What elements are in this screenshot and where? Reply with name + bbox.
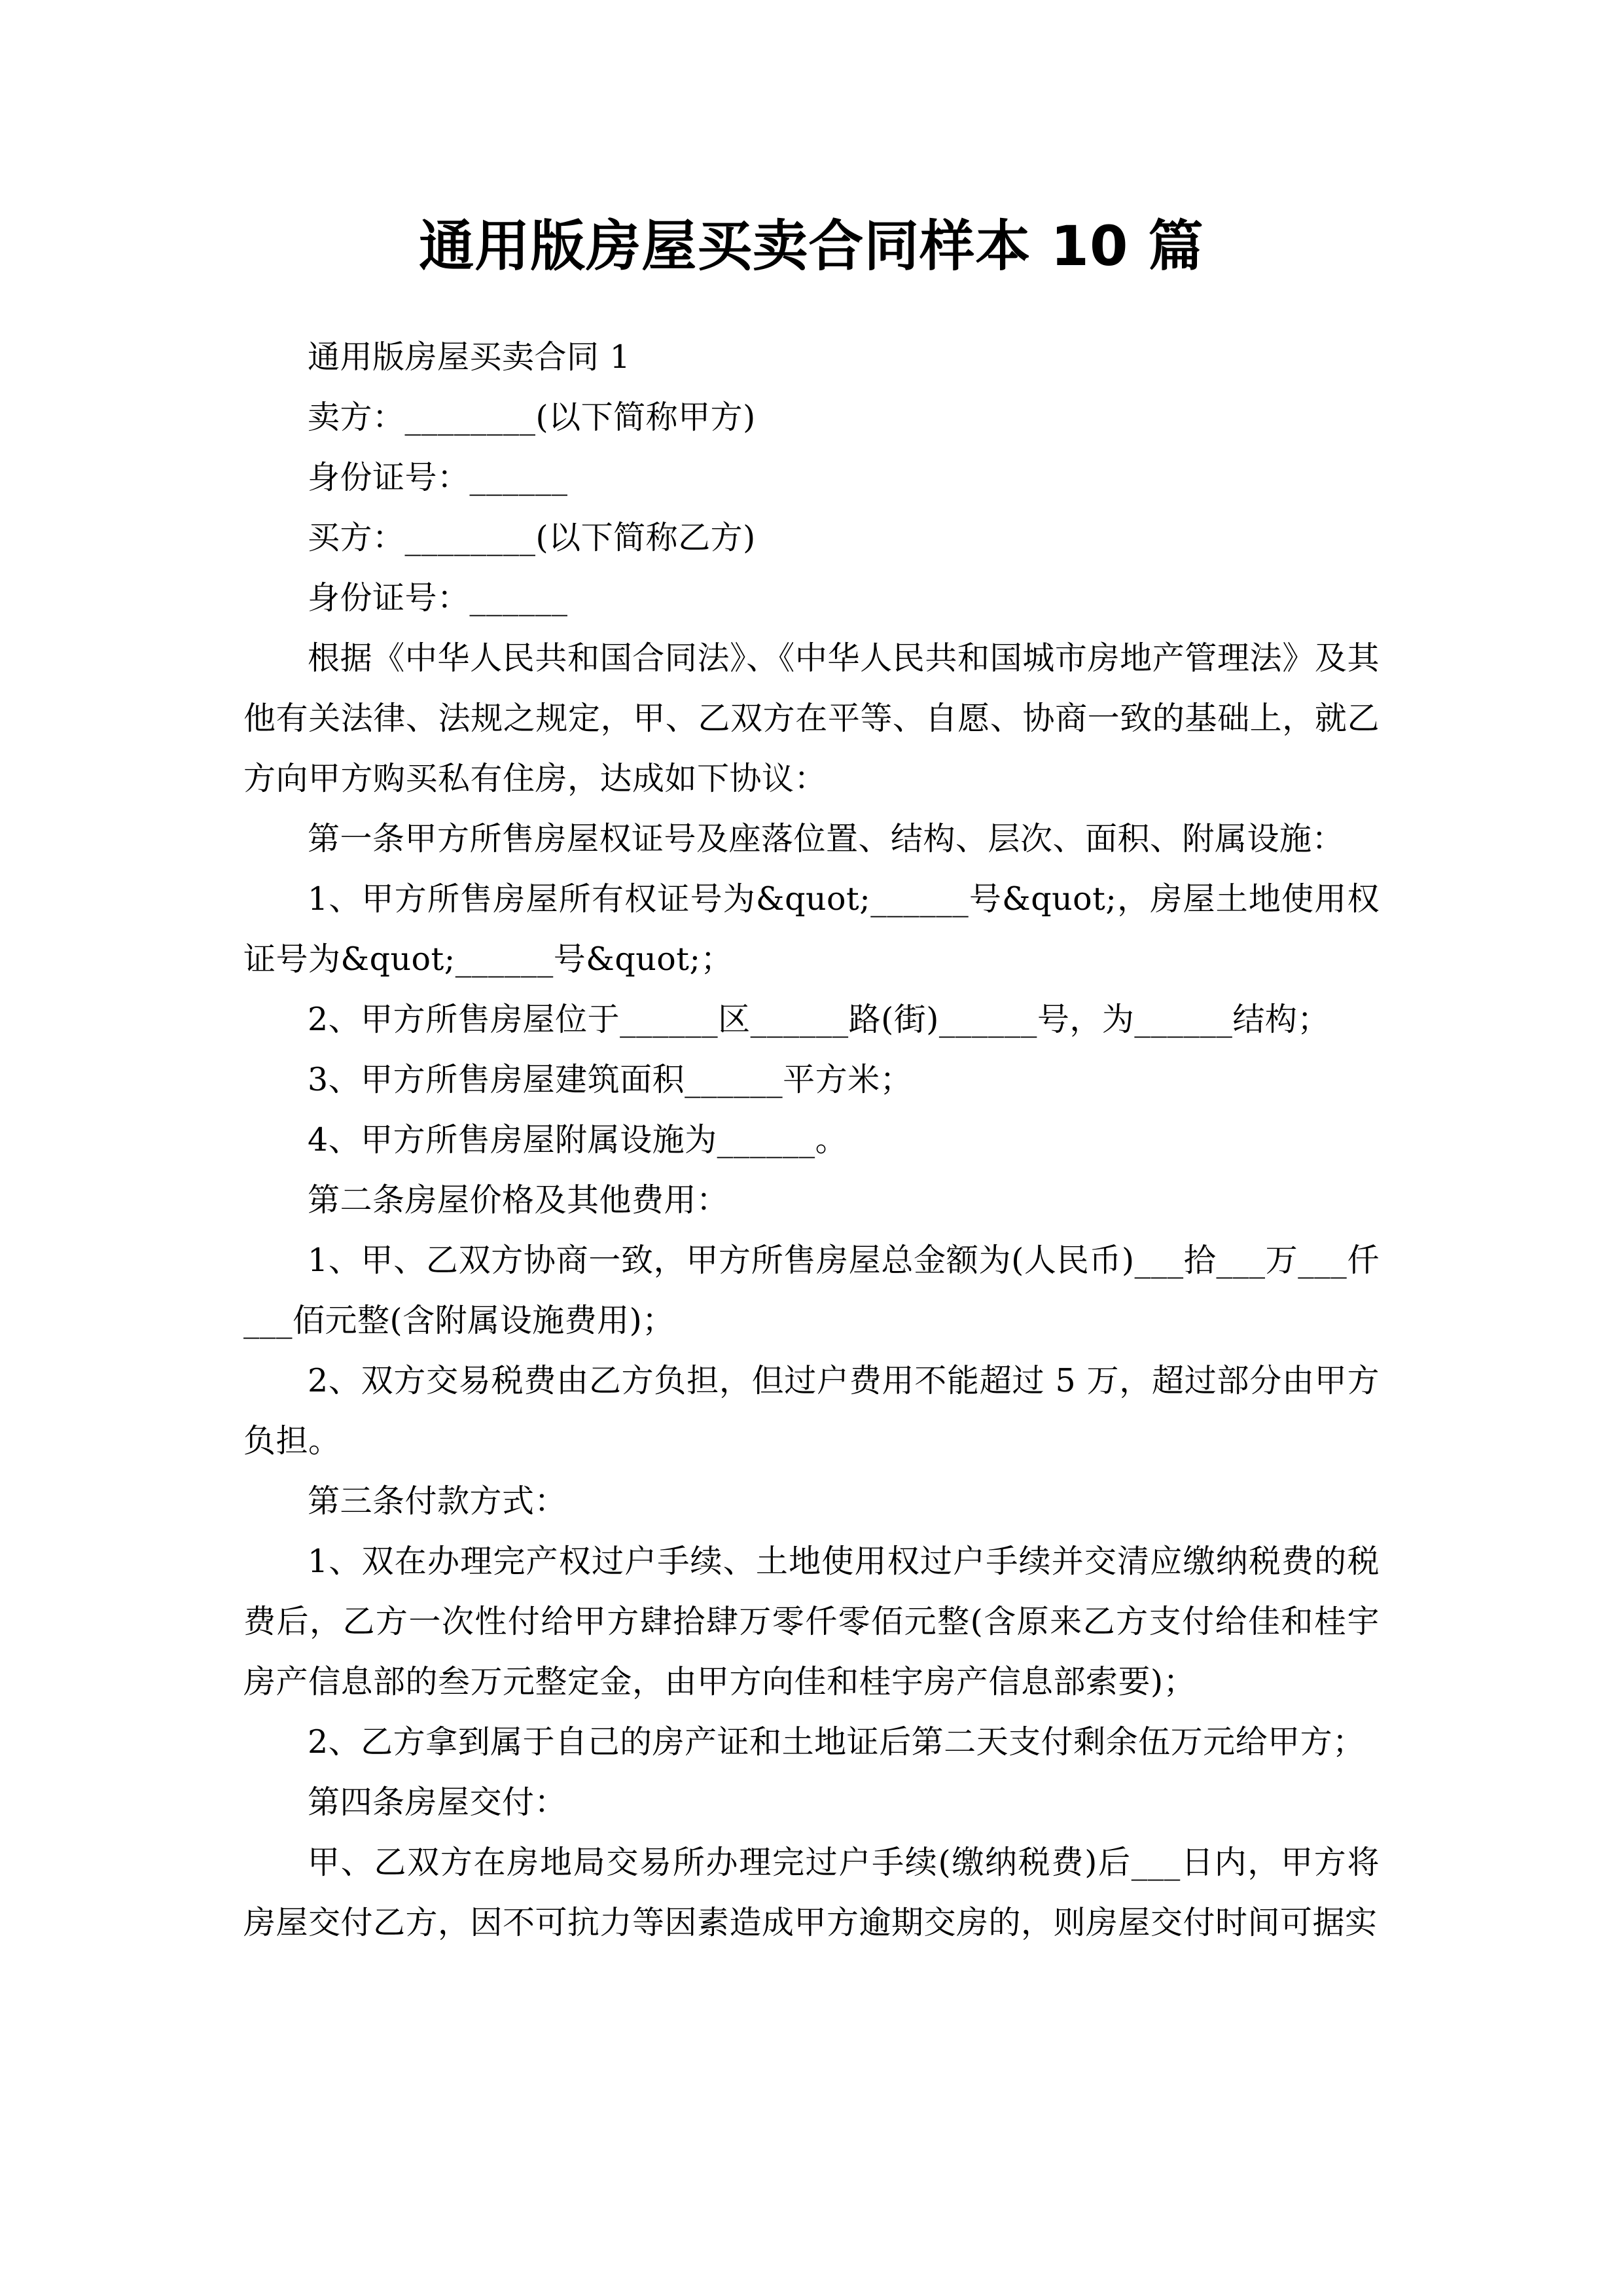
article-4-body: 甲、乙双方在房地局交易所办理完过户手续(缴纳税费)后___日内，甲方将房屋交付乙方，因不可抗力等因素造成甲方逾期交房的，则房屋交付时间可据实 [243,1844,1380,1941]
buyer-line: 买方：________(以下简称乙方) [308,519,756,556]
page-title: 通用版房屋买卖合同样本 10 篇 [419,214,1204,279]
article-1-item-3: 3、甲方所售房屋建筑面积______平方米； [308,1061,913,1098]
article-1-heading: 第一条甲方所售房屋权证号及座落位置、结构、层次、面积、附属设施： [308,820,1345,857]
buyer-id-line: 身份证号：______ [308,579,568,617]
article-2-item-2: 2、双方交易税费由乙方负担，但过户费用不能超过 5 万，超过部分由甲方负担。 [243,1362,1380,1460]
article-2-heading: 第二条房屋价格及其他费用： [308,1181,729,1219]
preamble: 根据《中华人民共和国合同法》、《中华人民共和国城市房地产管理法》及其他有关法律、法规之规定，甲、乙双方在平等、自愿、协商一致的基础上，就乙方向甲方购买私有住房，达成如下协议： [243,639,1380,797]
article-1-item-4: 4、甲方所售房屋附属设施为______。 [308,1121,848,1158]
document-body [243,327,1380,1953]
seller-id-line: 身份证号：______ [308,459,568,496]
seller-line: 卖方：________(以下简称甲方) [308,399,756,436]
article-3-item-2: 2、乙方拿到属于自己的房产证和土地证后第二天支付剩余伍万元给甲方； [308,1723,1365,1761]
article-3-heading: 第三条付款方式： [308,1482,567,1520]
article-2-item-1: 1、甲、乙双方协商一致，甲方所售房屋总金额为(人民币)___拾___万___仟___佰元整(含附属设施费用)； [243,1242,1380,1339]
article-1-item-1: 1、甲方所售房屋所有权证号为&quot;______号&quot;，房屋土地使用权证号为&quot;______号&quot;； [243,880,1380,978]
article-3-item-1: 1、双在办理完产权过户手续、土地使用权过户手续并交清应缴纳税费的税费后，乙方一次性付给甲方肆拾肆万零仟零佰元整(含原来乙方支付给佳和桂宇房产信息部的叁万元整定金，由甲方向佳和桂宇房产信息部索要)； [243,1543,1380,1700]
heading-sample-1: 通用版房屋买卖合同 1 [308,338,631,376]
article-4-heading: 第四条房屋交付： [308,1784,567,1821]
article-1-item-2: 2、甲方所售房屋位于______区______路(街)______号，为______结构； [308,1001,1330,1038]
